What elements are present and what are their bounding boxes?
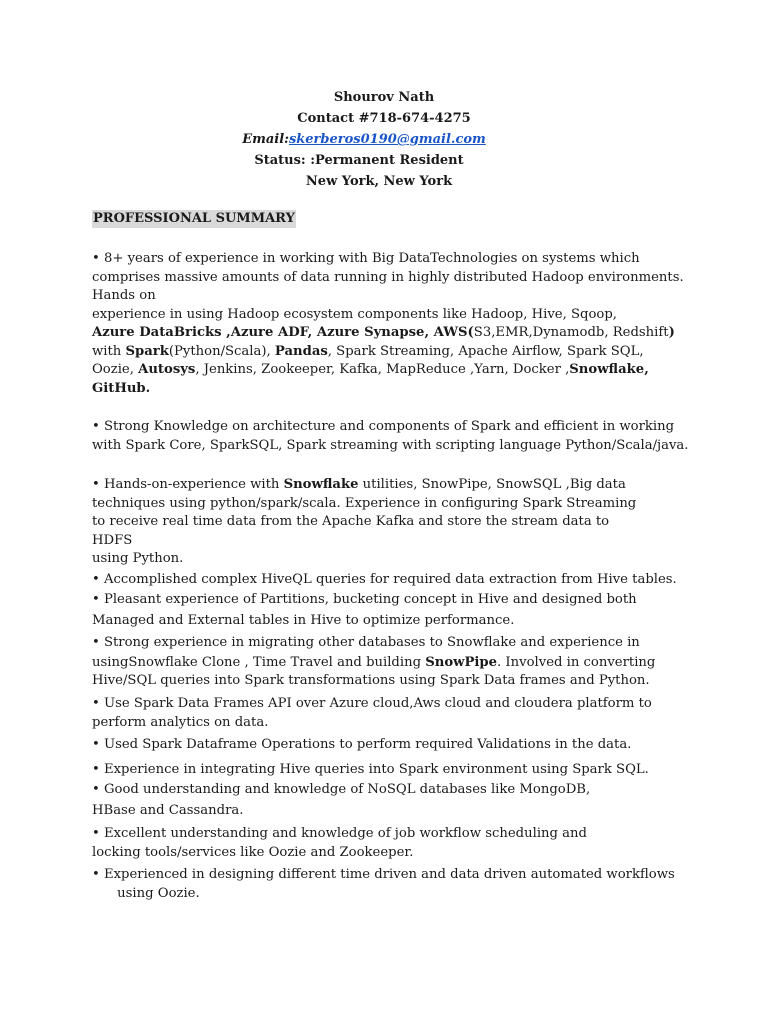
text-line: comprises massive amounts of data running in highly distributed Hadoop environments. bbox=[92, 269, 684, 285]
text-line: Hive/SQL queries into Spark transformations using Spark Data frames and Python. bbox=[92, 673, 650, 688]
plain-text: . Involved in converting bbox=[497, 654, 656, 670]
email-label: Email: bbox=[242, 132, 289, 147]
text-line: locking tools/services like Oozie and Zookeeper. bbox=[92, 844, 414, 860]
text-line bbox=[92, 654, 692, 673]
email-line bbox=[0, 129, 768, 150]
section-title-professional-summary: PROFESSIONAL SUMMARY bbox=[93, 211, 295, 226]
text-line: using Python. bbox=[92, 551, 184, 566]
summary-bullet-1 bbox=[92, 250, 692, 398]
contact-phone: Contact #718-674-4275 bbox=[297, 111, 471, 126]
text-line bbox=[92, 361, 692, 380]
location: New York, New York bbox=[305, 174, 453, 189]
plain-text: utilities, SnowPipe, SnowSQL ,Big data bbox=[358, 477, 626, 492]
text-line: • Strong experience in migrating other databases to Snowflake and experience in bbox=[92, 635, 640, 650]
summary-bullet-11 bbox=[92, 825, 692, 862]
bold-text: Spark bbox=[125, 343, 169, 359]
text-line: • Accomplished complex HiveQL queries for required data extraction from Hive tables. bbox=[92, 572, 677, 587]
bold-text: Pandas bbox=[274, 343, 328, 359]
plain-text: , Jenkins, Zookeeper, Kafka, MapReduce ,Yarn, Docker , bbox=[195, 362, 570, 377]
plain-text: Oozie, bbox=[92, 362, 139, 377]
text-line bbox=[92, 324, 692, 343]
bold-text: Snowflake, bbox=[569, 362, 649, 377]
plain-text: usingSnowflake Clone , Time Travel and building bbox=[92, 654, 426, 670]
plain-text: with bbox=[92, 343, 126, 359]
text-line: Managed and External tables in Hive to optimize performance. bbox=[92, 612, 515, 628]
bold-text: Snowflake bbox=[283, 477, 359, 492]
bold-text: ) bbox=[668, 325, 675, 340]
text-line: • Experience in integrating Hive queries into Spark environment using Spark SQL. bbox=[92, 762, 649, 777]
text-line bbox=[92, 476, 692, 495]
residency-status: Status: :Permanent Resident bbox=[254, 153, 464, 168]
text-line: • Pleasant experience of Partitions, bucketing concept in Hive and designed both bbox=[92, 592, 637, 607]
bold-text: Azure DataBricks ,Azure ADF, Azure Synapse, AWS( bbox=[92, 325, 474, 340]
text-line: HBase and Cassandra. bbox=[92, 802, 244, 818]
summary-bullet-12 bbox=[92, 866, 692, 903]
plain-text: S3,EMR,Dynamodb, Redshift bbox=[473, 325, 669, 340]
text-line: to receive real time data from the Apache Kafka and store the stream data to bbox=[92, 514, 610, 529]
summary-bullet-10 bbox=[92, 781, 692, 820]
text-line: with Spark Core, SparkSQL, Spark streaming with scripting language Python/Scala/java. bbox=[92, 437, 689, 453]
summary-bullet-5 bbox=[92, 591, 692, 630]
text-line: • Excellent understanding and knowledge of job workflow scheduling and bbox=[92, 826, 587, 841]
summary-bullet-2 bbox=[92, 418, 692, 455]
text-line: using Oozie. bbox=[92, 885, 200, 901]
text-line: HDFS bbox=[92, 532, 133, 548]
text-line bbox=[92, 343, 692, 362]
text-line: • Experienced in designing different time driven and data driven automated workflows bbox=[92, 867, 675, 882]
summary-bullet-8 bbox=[92, 736, 692, 755]
plain-text: , Spark Streaming, Apache Airflow, Spark SQL, bbox=[327, 343, 644, 359]
resume-header bbox=[0, 87, 768, 192]
text-line: • Good understanding and knowledge of NoSQL databases like MongoDB, bbox=[92, 782, 591, 797]
summary-bullet-6 bbox=[92, 634, 692, 691]
summary-bullet-4 bbox=[92, 571, 692, 590]
text-line: perform analytics on data. bbox=[92, 714, 269, 730]
plain-text: (Python/Scala), bbox=[168, 343, 275, 359]
summary-bullet-3 bbox=[92, 476, 692, 569]
text-line: GitHub. bbox=[92, 380, 151, 396]
summary-bullet-7 bbox=[92, 695, 692, 732]
email-link[interactable]: skerberos0190@gmail.com bbox=[288, 132, 486, 147]
text-line: • Used Spark Dataframe Operations to perform required Validations in the data. bbox=[92, 737, 632, 752]
candidate-name: Shourov Nath bbox=[333, 90, 435, 105]
bold-text: Autosys bbox=[138, 362, 196, 377]
text-line: • Strong Knowledge on architecture and components of Spark and efficient in working bbox=[92, 419, 675, 434]
text-line: techniques using python/spark/scala. Experience in configuring Spark Streaming bbox=[92, 495, 637, 511]
bold-text: SnowPipe bbox=[425, 654, 498, 670]
plain-text: • Hands-on-experience with bbox=[92, 477, 284, 492]
text-line: • Use Spark Data Frames API over Azure cloud,Aws cloud and cloudera platform to bbox=[92, 696, 652, 711]
text-line: experience in using Hadoop ecosystem components like Hadoop, Hive, Sqoop, bbox=[92, 306, 617, 322]
text-line: • 8+ years of experience in working with Big DataTechnologies on systems which bbox=[92, 251, 640, 266]
text-line: Hands on bbox=[92, 288, 156, 303]
summary-bullet-9 bbox=[92, 761, 692, 780]
